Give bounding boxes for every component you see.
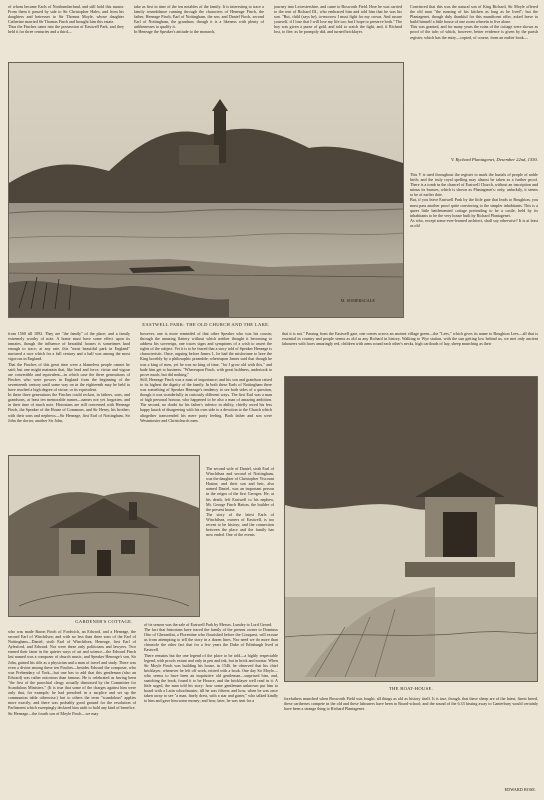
plantagenet-entry: V. Rychard Plantagenet, Desember 22nd, 1550. xyxy=(450,157,538,162)
author-signature: EDWARD ROSE. xyxy=(504,787,536,792)
boathouse-illustration xyxy=(284,376,538,682)
article-text-col2-mid: however, one is more reminded of that other Speaker who was his cousin; through the amazing flattery without which neither thought it becoming to address his sovereign, one traces signs and symptoms of a wish to assert the rights of the subject. Yet it is to be feared that a story told of Speaker Heneage is characteristic. Once, arguing before James I., he had the misfortune to bore the King horribly by a philosophic preamble; whereupon James said that though he was a king of men, yet he was no king of time, "for I grow old with this," and bade him get to business. "Whereupon Finch, with great boldness, undertook to prove much, but did nothing." Still, Heneage Finch was a man of importance; and his son and grandson raised to its highest the dignity of the family. In both these Earls of Nottingham there was something of Speaker Heneage's tendency to see both sides of a question, though it was wonderfully in curiously different ways. The first Earl was a man of high personal honour, who happened to be also a man of amazing ambition. The second, no doubt far his father's inferior in ability, chiefly owed his less happy knack of disagreeing with his own side to a devotion to the Church which altogether transcended his mere party feeling. Both father and son were Westminster and Christchurch men. xyxy=(140,331,272,423)
article-text-col2-bottom: of its season was the sale of Eastwell Park by Messrs. Lumley to Lord Gerard. The fact that historians have traced the family of the present owner to Dominus Otto of Gherardini, a Florentine who flourished before the Conquest, will excuse us from attempting to tell the story in a dozen lines. Nor need we do more than chronicle the other fact that for a few years the Duke of Edinburgh lived at Eastwell. There remains but the one legend of the place to be told—a highly respectable legend, with proofs extant and only in pen and ink, but in brick and mortar. When Sir Moyle Finch was building his house, in 1546, he observed that his chief bricklayer, whenever he left off work, retired with a book. One day Sir Moyle—who seems to have been an inquisitive old gentleman—surprised him, and, snatching the book, found it to be Horace, and the bricklayer well read in it. A little urged, the man told his story: how some gentleman unknown put him to board with a Latin schoolmaster, till he was fifteen; and how, when he was once taken away to see "a man, finely drest, with a star and garter," who talked kindly to him and gave him some money; and how, later, he was sent for a xyxy=(144,622,278,704)
article-text-col4-top: Convinced that this was the natural son of King Richard, Sir Moyle offered the old man "the running of his kitchen as long as he lived"; but the Plantagenet, though duly thankful for this munificent offer, asked leave to build himself a little house of one room wherein to live alone. This was granted, and for many years the ruins of the cottage were shown as proof of the tale; of which, however, better evidence is given by the parish register, which has the entry—copied, of course, from an earlier book— xyxy=(410,4,538,40)
article-text-col1-mid: from 1560 till 1892. They are "the family" of the place; and a family extremely worthy of note. A home must have some effect upon its inmates, though the influence of beautiful houses is sometimes hard enough to trace; at any rate, this "most beautiful park in England" nurtured a race which for a full century and a half was among the most vigorous in England. That the Finches of this great time were a blameless people cannot be said; but one might maintain that, like lead and force, virtue and vigour are convertible and equivalent—in which case the three generations of Finches who were powers in England from the beginning of the seventeenth century until some way on in the eighteenth may be held to have reached a high degree of virtue, or its equivalent. In these three generations the Finches could reckon, in fathers, sons, and grandsons, at least ten memorable names—names not yet forgotten, and in their time of much note. Historians are still concerned with Heneage Finch, the Speaker of the House of Commons, and Sir Henry, his brother; with their sons and nephews—Sir Heneage, first Earl of Nottingham, Sir John the doctor, another Sir John, xyxy=(8,331,130,423)
article-text-col1-bottom: who was made Baron Finch of Fordwich, an Edward, and a Heneage, the second Earl of Winchilsea; and with no less than three sons of the Earl of Nottingham—Daniel, sixth Earl of Winchilsea, Heneage, first Earl of Aylesford, and Edward. Nor were these only politicians and lawyers. Two earned their fame in the quieter ways of art and science—the Edward Finch last named was a composer of church music, and Speaker Heneage's son, Sir John, gained his title as a physician and a man of travel and study. There was even a divine among these ten Finches—besides Edward the composer, who was Prebendary of York—but one has to add that this gentleman (also an Edward) was rather notorious than famous. He is celebrated as having been "the first of the parochial clergy actually dismissed by the Committee for Scandalous Ministers." (It is true that some of the charges against him were only that, for example, he had preached in a surplice and set up the communion table otherwise.) but to others the term "scandalous" applies more exactly; and there was probably good ground for the resolution of Parliament which sweepingly declared him unfit to hold any kind of benefice. Sir Heneage—the fourth son of Moyle Finch—we may xyxy=(8,629,136,716)
caption-cottage: GARDENER'S COTTAGE. xyxy=(75,619,133,624)
lake-scene-drawing xyxy=(9,63,403,317)
lake-church-illustration xyxy=(8,62,404,318)
artist-signature: M. SOMERSCALE xyxy=(340,298,375,303)
article-text-col3-top: journey into Leicestershire, and came to Bosworth Field. Here he was carried to the tent of Richard III., who embraced him and told him that he was his son. "But, child (says he), to-morrow I must fight for my crown. And assure yourself, if I lose that I will lose my life too; but I hope to preserve both." The boy was given a purse of gold, and told to watch the fight, and, if Richard lost, to flee; as he promptly did, and turned bricklayer. xyxy=(274,4,404,35)
boathouse-drawing xyxy=(285,377,537,681)
article-text-col3-mid: that it is not." Passing from the Eastwell gate, one comes across an ancient village green—the "Lees," which gives its name to Boughton Lees—all that is essential in country and people seems as old as any Richard in history. Walking to Wye station, with the sun getting low behind us, we met only ancient labourers with faces amazingly red, children with arms round each other's necks, high cartloads of hay, sheep munching as their xyxy=(282,331,540,347)
article-text-col1-top: of whom became Earls of Northumberland, and still hold this manor. From them it passed by sale to Sir Christopher Hales, and from his daughters and heiresses to Sir Thomas Moyle, whose daughter Catherine married Sir Thomas Finch and brought him this estate. Thus the Finches came into the possession of Eastwell Park, and they held it for three centuries and a third— xyxy=(8,4,124,35)
article-text-col2-top: take as first in time of the ten notables of the family. It is interesting to trace a family resemblance running through the characters of Heneage Finch, the father, Heneage Finch, Earl of Nottingham, the son, and Daniel Finch, second Earl of Nottingham, the grandson; though it is a likeness with plenty of unlikenesses to qualify it. In Heneage the Speaker's attitude to the monarch, xyxy=(134,4,264,35)
article-text-col4-bottom: This V is used throughout the register to mark the burials of people of noble birth; and the truly royal spelling may almost be taken as a further proof. There is a tomb in the chancel of Eastwell Church, without an inscription and minus its brasses, which is shown as Plantagenet's: only, unluckily, it seems to be of earlier date. But, if you leave Eastwell Park by the little gate that leads to Boughton, you must pass another proof quite convincing to the simpler inhabitants. This is a queer little battlemented cottage pretending to be a castle, held by its inhabitants to be the very house built by Richard Plantagenet. As who, except some ever-learned architect, shall say otherwise? It is at least as old xyxy=(410,172,538,228)
caption-lake: EASTWELL PARK: THE OLD CHURCH AND THE LAKE. xyxy=(142,322,270,327)
gardener-cottage-illustration xyxy=(8,455,200,617)
article-text-col3-bottom: forefathers munched when Bosworth Field was fought; all things as old as history itself. It is true, though, that these sheep are of the latest, finest breed, these cartherses compete in the old and these labourers have been to Board-school; and the sound of the 6.33 hissing away to Canterbury would certainly have been a strange thing to Richard Plantagenet. xyxy=(284,696,540,712)
article-text-col2-right: The second wife of Daniel, sixth Earl of Winchilsea and second of Nottingham, was the daughter of Christopher Viscount Hatton; and their son and heir, also named Daniel, was an important person in the reigns of the first Georges. He, at his death, left Eastwell to his nephew, Mr. George Finch Hatton, the builder of the present house. The story of the latest Earls of Winchilsea, owners of Eastwell, is too recent to be history; and the connection between the place and the family has now ended. One of the events xyxy=(206,466,275,538)
caption-boathouse: THE BOAT-HOUSE. xyxy=(388,686,434,691)
cottage-drawing xyxy=(9,456,199,616)
